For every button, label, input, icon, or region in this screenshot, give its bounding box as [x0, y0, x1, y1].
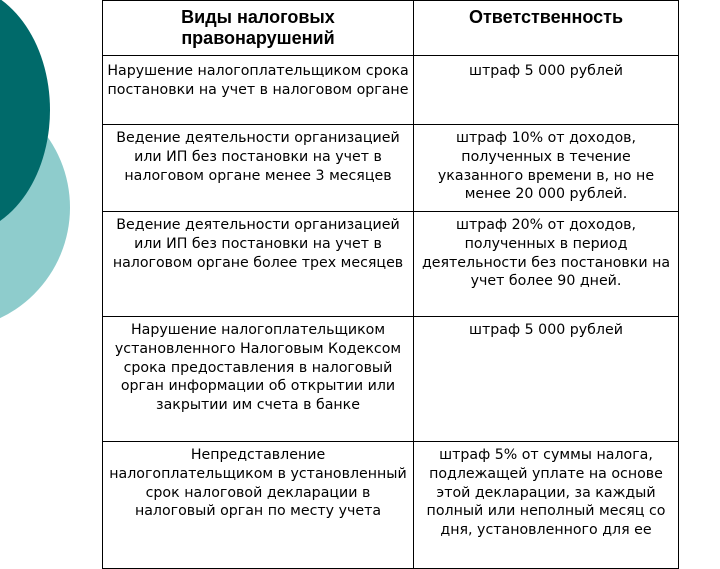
penalty-cell: штраф 20% от доходов, полученных в период деятельности без постановки на учет более 90 дней. [414, 212, 679, 317]
header-responsibility: Ответственность [414, 1, 679, 56]
tax-violations-table [102, 0, 679, 569]
table-row [103, 212, 679, 317]
penalty-cell: штраф 5 000 рублей [414, 56, 679, 125]
violation-cell: Непредставление налогоплательщиком в установленный срок налоговой декларации в налоговый орган по месту учета [103, 442, 414, 569]
header-violation-types: Виды налоговых правонарушений [103, 1, 414, 56]
table-row [103, 125, 679, 212]
penalty-cell: штраф 5% от суммы налога, подлежащей уплате на основе этой декларации, за каждый полный или неполный месяц со дня, установленного для ее [414, 442, 679, 569]
penalty-cell: штраф 5 000 рублей [414, 317, 679, 442]
violation-cell: Ведение деятельности организацией или ИП без постановки на учет в налоговом органе менее 3 месяцев [103, 125, 414, 212]
violation-cell: Нарушение налогоплательщиком срока постановки на учет в налоговом органе [103, 56, 414, 125]
table-header-row [103, 1, 679, 56]
decorative-circles [0, 0, 100, 540]
table-row [103, 317, 679, 442]
table-row [103, 56, 679, 125]
violation-cell: Ведение деятельности организацией или ИП без постановки на учет в налоговом органе более трех месяцев [103, 212, 414, 317]
violation-cell: Нарушение налогоплательщиком установленного Налоговым Кодексом срока предоставления в налоговый орган информации об открытии или закрытии им счета в банке [103, 317, 414, 442]
table-row [103, 442, 679, 569]
penalty-cell: штраф 10% от доходов, полученных в течение указанного времени в, но не менее 20 000 рублей. [414, 125, 679, 212]
